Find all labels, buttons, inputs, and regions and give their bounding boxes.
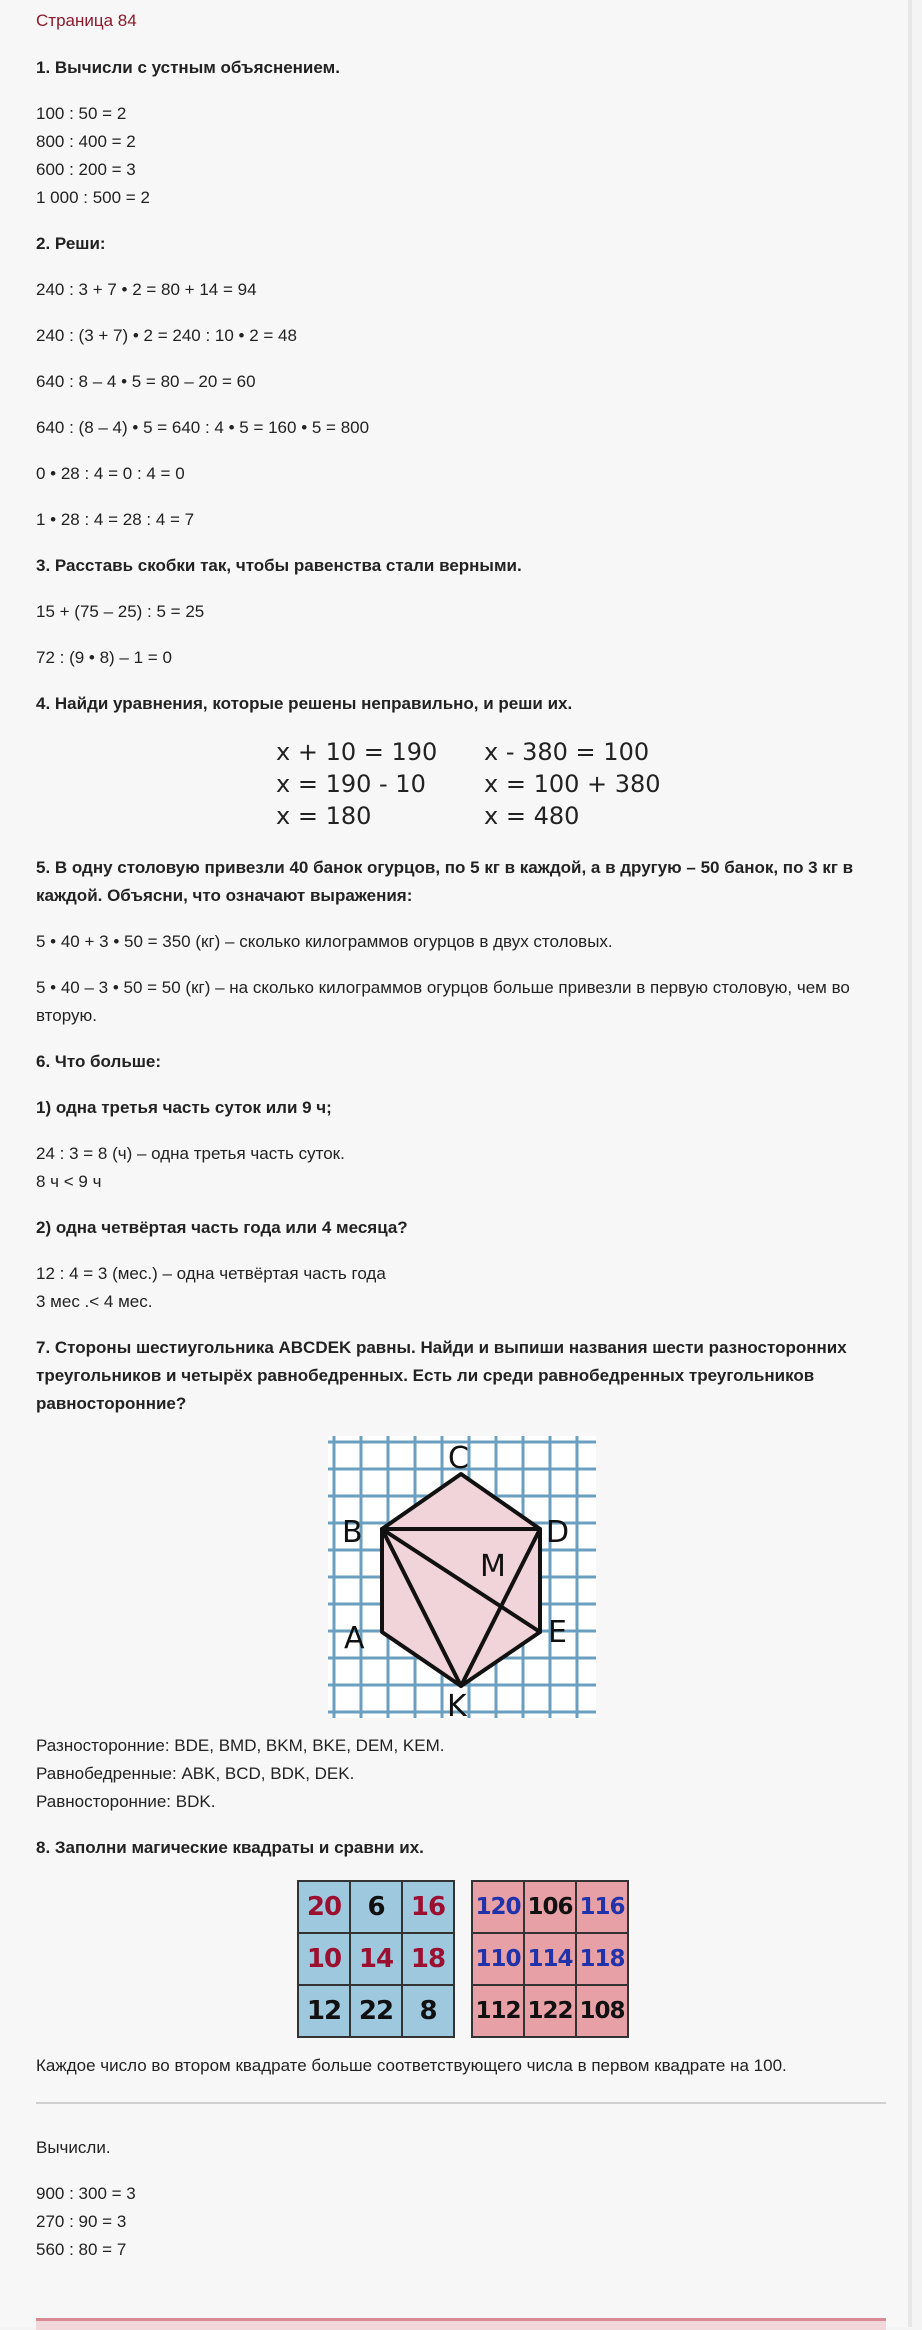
equations-image	[36, 736, 886, 834]
task-3-line: 72 : (9 • 8) – 1 = 0	[36, 648, 172, 667]
task-6-line: 3 мес .< 4 мес.	[36, 1292, 153, 1311]
square-cell: 114	[525, 1934, 575, 1984]
equation-line: x = 190 - 10	[276, 770, 426, 798]
square-cell: 8	[403, 1986, 453, 2036]
task-6-answer-2	[36, 1260, 886, 1316]
task-6-answer-1	[36, 1140, 886, 1196]
task-1-line: 600 : 200 = 3	[36, 160, 136, 179]
square-cell: 16	[403, 1882, 453, 1932]
square-cell: 20	[299, 1882, 349, 1932]
label-a: A	[344, 1621, 365, 1656]
task-2-line: 240 : 3 + 7 • 2 = 80 + 14 = 94	[36, 280, 257, 299]
hexagon-diagram	[328, 1436, 596, 1718]
task-8-conclusion: Каждое число во втором квадрате больше соответствующего числа в первом квадрате на 100.	[36, 2056, 787, 2075]
equation-line: x = 180	[276, 802, 372, 830]
task-4-heading: 4. Найди уравнения, которые решены неправильно, и реши их.	[36, 694, 573, 713]
label-c: C	[448, 1441, 469, 1476]
task-5-heading: 5. В одну столовую привезли 40 банок огурцов, по 5 кг в каждой, а в другую – 50 банок, по 3 кг в каждой. Объясни, что означают выражения:	[36, 858, 854, 905]
task-2-heading: 2. Реши:	[36, 234, 106, 253]
magic-square-2	[471, 1880, 629, 2038]
label-e: E	[548, 1615, 567, 1650]
square-cell: 116	[577, 1882, 627, 1932]
magic-squares	[297, 1880, 886, 2036]
task-1-line: 800 : 400 = 2	[36, 132, 136, 151]
task-7-line: Равнобедренные: ABK, BCD, BDK, DEK.	[36, 1764, 355, 1783]
square-cell: 112	[473, 1986, 523, 2036]
task-7-line: Разносторонние: BDE, BMD, BKM, BKE, DEM, KEM.	[36, 1736, 445, 1755]
square-cell: 106	[525, 1882, 575, 1932]
square-cell: 12	[299, 1986, 349, 2036]
extra-line: 900 : 300 = 3	[36, 2184, 136, 2203]
square-cell: 6	[351, 1882, 401, 1932]
square-cell: 14	[351, 1934, 401, 1984]
extra-line: 560 : 80 = 7	[36, 2240, 127, 2259]
task-5-line: 5 • 40 + 3 • 50 = 350 (кг) – сколько килограммов огурцов в двух столовых.	[36, 932, 613, 951]
task-6-line: 8 ч < 9 ч	[36, 1172, 102, 1191]
label-d: D	[546, 1515, 570, 1550]
extra-answers	[36, 2180, 886, 2264]
task-7-line: Равносторонние: BDK.	[36, 1792, 216, 1811]
square-cell: 18	[403, 1934, 453, 1984]
task-8-heading: 8. Заполни магические квадраты и сравни их.	[36, 1838, 424, 1857]
square-cell: 10	[299, 1934, 349, 1984]
task-1-line: 1 000 : 500 = 2	[36, 188, 150, 207]
article-content	[36, 10, 886, 2282]
task-1-heading: 1. Вычисли с устным объяснением.	[36, 58, 340, 77]
task-5-line: 5 • 40 – 3 • 50 = 50 (кг) – на сколько килограммов огурцов больше привезли в первую столовую, чем во вторую.	[36, 978, 850, 1025]
equation-left-column	[276, 736, 437, 832]
magic-square-1	[297, 1880, 455, 2038]
task-7-heading: 7. Стороны шестиугольника ABCDEK равны. Найди и выпиши названия шести разносторонних треугольников и четырёх равнобедренных. Есть ли среди равнобедренных треугольников равносторонние?	[36, 1338, 847, 1413]
label-b: B	[342, 1515, 363, 1550]
task-2-line: 0 • 28 : 4 = 0 : 4 = 0	[36, 464, 185, 483]
task-2-line: 240 : (3 + 7) • 2 = 240 : 10 • 2 = 48	[36, 326, 297, 345]
task-6-line: 12 : 4 = 3 (мес.) – одна четвёртая часть года	[36, 1264, 386, 1283]
equation-line: x + 10 = 190	[276, 738, 438, 766]
task-1-answers	[36, 100, 886, 212]
task-6-heading: 6. Что больше:	[36, 1052, 162, 1071]
task-6-question-2: 2) одна четвёртая часть года или 4 месяца?	[36, 1218, 408, 1237]
task-6-question-1: 1) одна третья часть суток или 9 ч;	[36, 1098, 332, 1117]
equation-line: x = 100 + 380	[484, 770, 661, 798]
divider	[36, 2102, 886, 2104]
square-cell: 118	[577, 1934, 627, 1984]
extra-heading: Вычисли.	[36, 2138, 111, 2157]
extra-line: 270 : 90 = 3	[36, 2212, 127, 2231]
equation-line: x - 380 = 100	[484, 738, 650, 766]
square-cell: 108	[577, 1986, 627, 2036]
task-1-line: 100 : 50 = 2	[36, 104, 127, 123]
task-2-line: 640 : 8 – 4 • 5 = 80 – 20 = 60	[36, 372, 256, 391]
hexagon-figure	[328, 1436, 596, 1718]
page-title: Страница 84	[36, 11, 137, 30]
task-2-line: 1 • 28 : 4 = 28 : 4 = 7	[36, 510, 195, 529]
task-3-line: 15 + (75 – 25) : 5 = 25	[36, 602, 205, 621]
equation-right-column	[484, 736, 661, 832]
task-2-line: 640 : (8 – 4) • 5 = 640 : 4 • 5 = 160 • 5 = 800	[36, 418, 370, 437]
square-cell: 22	[351, 1986, 401, 2036]
square-cell: 122	[525, 1986, 575, 2036]
equation-line: x = 480	[484, 802, 580, 830]
task-3-heading: 3. Расставь скобки так, чтобы равенства стали верными.	[36, 556, 522, 575]
label-m: M	[480, 1549, 506, 1584]
bottom-border	[36, 2318, 886, 2330]
task-6-line: 24 : 3 = 8 (ч) – одна третья часть суток.	[36, 1144, 345, 1163]
label-k: K	[447, 1689, 467, 1718]
square-cell: 120	[473, 1882, 523, 1932]
task-7-answers	[36, 1732, 886, 1816]
square-cell: 110	[473, 1934, 523, 1984]
